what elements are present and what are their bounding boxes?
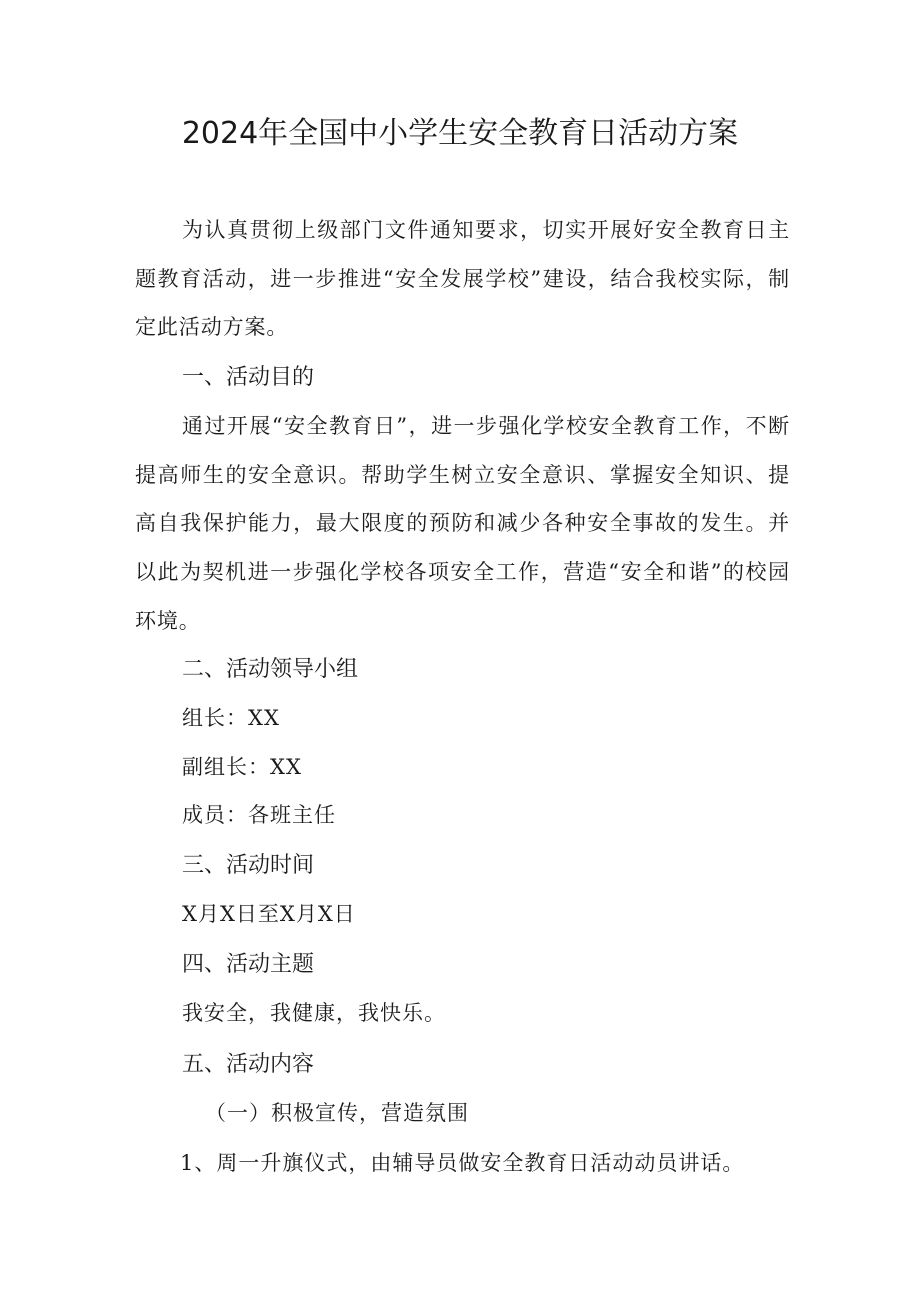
section-heading-theme: 四、活动主题 <box>182 952 315 977</box>
section-heading-leadership: 二、活动领导小组 <box>182 657 359 682</box>
section-heading-time: 三、活动时间 <box>182 853 315 878</box>
members-line: 成员：各班主任 <box>182 803 336 827</box>
leader-line: 组长：XX <box>182 706 280 730</box>
content-subheading: （一）积极宣传，营造氛围 <box>205 1101 469 1125</box>
content-item: 1、周一升旗仪式，由辅导员做安全教育日活动动员讲话。 <box>180 1151 745 1175</box>
deputy-leader-line: 副组长：XX <box>182 755 302 779</box>
section-heading-purpose: 一、活动目的 <box>182 365 315 390</box>
time-line: X月X日至X月X日 <box>182 902 356 926</box>
intro-paragraph: 为认真贯彻上级部门文件通知要求，切实开展好安全教育日主题教育活动，进一步推进“安全发展学校”建设，结合我校实际，制定此活动方案。 <box>135 218 790 340</box>
purpose-paragraph: 通过开展“安全教育日”，进一步强化学校安全教育工作，不断提高师生的安全意识。帮助学生树立安全意识、掌握安全知识、提高自我保护能力，最大限度的预防和减少各种安全事故的发生。并以此为契机进一步强化学校各项安全工作，营造“安全和谐”的校园环境。 <box>135 414 790 633</box>
document-title: 2024年全国中小学生安全教育日活动方案 <box>181 116 739 151</box>
section-heading-content: 五、活动内容 <box>182 1052 315 1077</box>
theme-line: 我安全，我健康，我快乐。 <box>182 1001 446 1025</box>
